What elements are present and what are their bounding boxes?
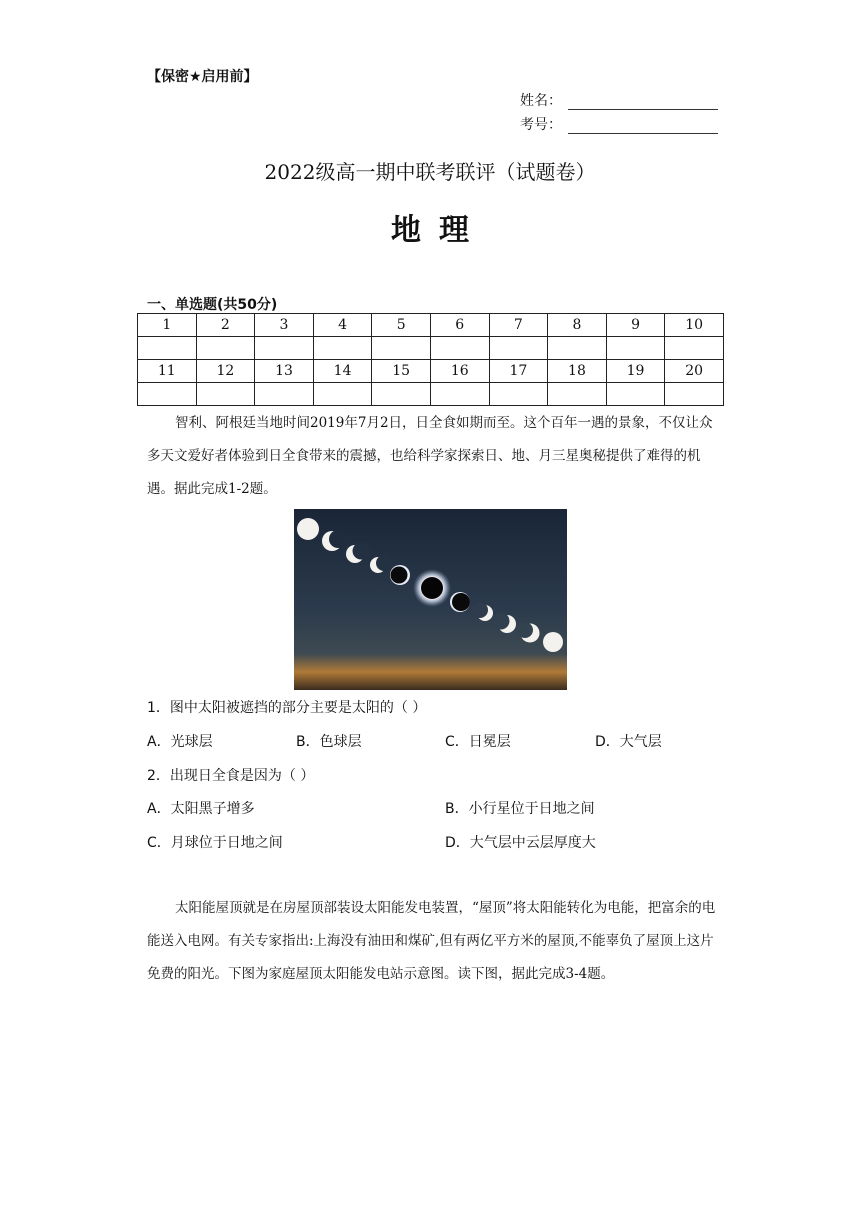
question-2-stem: 2．出现日全食是因为（ ） [147,768,315,784]
answer-cell[interactable] [665,337,724,360]
passage-eclipse: 智利、阿根廷当地时间2019年7月2日，日全食如期而至。这个百年一遇的景象，不仅让众多天文爱好者体验到日全食带来的震撼，也给科学家探索日、地、月三星奥秘提供了难得的机遇。据此完成1-2题。 [147,415,713,497]
answer-number: 5 [372,314,431,337]
answer-grid [137,313,724,406]
q2-option-a[interactable]: A．太阳黑子增多 [147,801,255,817]
answer-number: 14 [313,360,372,383]
answer-number: 6 [430,314,489,337]
q2-option-b[interactable]: B．小行星位于日地之间 [445,801,595,817]
q1-option-c[interactable]: C．日冕层 [445,734,511,750]
answer-number: 9 [606,314,665,337]
answer-cell[interactable] [313,337,372,360]
answer-cell[interactable] [606,337,665,360]
answer-cell[interactable] [489,383,548,406]
q2-option-d[interactable]: D．大气层中云层厚度大 [445,835,596,851]
q1-option-a[interactable]: A．光球层 [147,734,213,750]
eclipse-photo [294,509,567,690]
answer-number: 4 [313,314,372,337]
answer-cell[interactable] [665,383,724,406]
answer-number: 3 [255,314,314,337]
answer-number: 8 [548,314,607,337]
q2-option-c[interactable]: C．月球位于日地之间 [147,835,283,851]
answer-cell[interactable] [430,337,489,360]
eclipse-sequence-image [294,509,567,690]
answer-number-row [138,314,724,337]
q1-option-d[interactable]: D．大气层 [595,734,662,750]
answer-cell[interactable] [606,383,665,406]
answer-number-row [138,360,724,383]
answer-cell[interactable] [313,383,372,406]
answer-cell[interactable] [372,337,431,360]
answer-cell[interactable] [196,383,255,406]
answer-cell[interactable] [489,337,548,360]
answer-cell[interactable] [430,383,489,406]
question-1-stem: 1．图中太阳被遮挡的部分主要是太阳的（ ） [147,700,427,716]
answer-blank-row [138,383,724,406]
answer-number: 12 [196,360,255,383]
name-blank[interactable] [568,95,718,110]
confidential-mark: 【保密★启用前】 [147,69,258,85]
answer-cell[interactable] [138,383,197,406]
answer-number: 19 [606,360,665,383]
answer-number: 15 [372,360,431,383]
answer-number: 2 [196,314,255,337]
answer-blank-row [138,337,724,360]
answer-number: 13 [255,360,314,383]
subject-title: 地理 [391,213,487,248]
answer-cell[interactable] [548,337,607,360]
answer-cell[interactable] [255,383,314,406]
answer-cell[interactable] [255,337,314,360]
answer-cell[interactable] [196,337,255,360]
answer-cell[interactable] [372,383,431,406]
name-label: 姓名： [520,93,562,109]
answer-cell[interactable] [548,383,607,406]
exam-id-label: 考号： [520,117,562,133]
answer-number: 1 [138,314,197,337]
exam-title: 2022级高一期中联考联评（试题卷） [264,160,596,184]
answer-number: 10 [665,314,724,337]
passage-solar-roof: 太阳能屋顶就是在房屋顶部装设太阳能发电装置，“屋顶”将太阳能转化为电能，把富余的电能送入电网。有关专家指出:上海没有油田和煤矿,但有两亿平方米的屋顶,不能辜负了屋顶上这片免费的阳光。下图为家庭屋顶太阳能发电站示意图。读下图，据此完成3-4题。 [147,900,716,982]
name-field[interactable] [520,90,718,110]
answer-number: 7 [489,314,548,337]
exam-id-blank[interactable] [568,119,718,134]
answer-cell[interactable] [138,337,197,360]
answer-number: 11 [138,360,197,383]
section-heading: 一、单选题(共50分) [147,297,278,313]
answer-number: 16 [430,360,489,383]
q1-option-b[interactable]: B．色球层 [296,734,362,750]
answer-number: 20 [665,360,724,383]
exam-id-field[interactable] [520,114,718,134]
answer-number: 18 [548,360,607,383]
answer-number: 17 [489,360,548,383]
